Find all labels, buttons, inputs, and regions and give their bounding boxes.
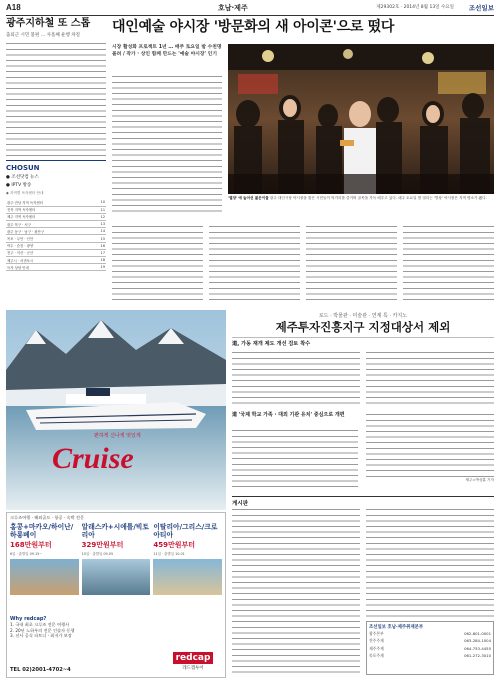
reader-center-number: 16 [94, 242, 106, 249]
section-title: 호남·제주 [218, 4, 248, 12]
bureau-phone[interactable]: 064-753-4455 [464, 645, 491, 651]
main-body-lower [112, 224, 494, 304]
left-story [6, 18, 106, 161]
bureau-contact-row [369, 653, 491, 659]
ad-package-meta: 6일 · 출발일 09.15~ [10, 552, 43, 556]
reader-center-number: 13 [94, 221, 106, 228]
left-subhead: 출퇴근 시민 불편 … 사흘째 운행 차질 [6, 33, 80, 38]
bureau-phone[interactable]: 063-284-1004 [464, 638, 491, 644]
photo-caption [228, 196, 494, 201]
info-line-news[interactable]: ● 조선닷컴 뉴스 [6, 175, 39, 180]
bureau-label: 광주본부 [369, 631, 384, 637]
cruise-ship-photo [6, 310, 226, 510]
ad-photo-strip [7, 556, 225, 598]
left-body-text [6, 41, 106, 161]
bureau-label: 목포주재 [369, 652, 384, 658]
reader-center-row [6, 228, 106, 235]
right-body-2 [232, 428, 358, 488]
main-body-col-3 [209, 224, 300, 304]
chosun-logo: CHOSUN [6, 164, 40, 172]
board-title: 게시판 [232, 501, 249, 507]
right-body-col [366, 412, 494, 478]
right-body-2b [366, 412, 494, 488]
reader-center-row [6, 264, 106, 271]
cruise-tagline: 편하게 신나게 멋있게 [94, 433, 141, 439]
reader-center-label: 광주·전남 지역 독자센터 [6, 199, 94, 206]
reader-center-number: 18 [94, 257, 106, 264]
reader-center-number: 17 [94, 249, 106, 256]
reader-center-row [6, 235, 106, 242]
reader-center-label: 광주 북구 · 서구 [6, 221, 94, 228]
reader-center-label: 제주 지역 독자센터 [6, 213, 94, 220]
ad-why-title: Why redcap? [10, 616, 47, 622]
reader-center-number: 14 [94, 228, 106, 235]
ad-package-dest: 알래스카+시애틀/빅토리아 [81, 523, 149, 539]
right-subhead-2: 道 '국제 학교 가족 · 대외 기관 유치' 중심으로 개편 [232, 412, 345, 418]
ad-package-price: 459만원부터 [153, 541, 196, 549]
ad-package-meta: 10일 · 출발일 09.05 [81, 552, 114, 556]
reader-center-number: 15 [94, 235, 106, 242]
reader-center-table [6, 199, 106, 271]
reader-center-row [6, 221, 106, 228]
bureau-contact-row [369, 646, 491, 652]
ad-package-price: 329만원부터 [81, 541, 124, 549]
reader-center-label: 여수 · 순천 · 광양 [6, 242, 94, 249]
ad-package-3[interactable] [153, 523, 222, 556]
bureau-contact-box [366, 621, 494, 675]
right-subhead-1: 道, 가동 재개 제도 개선 검토 착수 [232, 341, 311, 347]
main-body-col-5 [403, 224, 494, 304]
reader-center-row [6, 257, 106, 264]
left-headline: 광주지하철 또 스톱 [6, 18, 91, 29]
main-body-col-4 [306, 224, 397, 304]
info-list-title: ◆ 지역별 독자센터 안내 [6, 191, 44, 195]
ad-package-price: 168만원부터 [10, 541, 52, 549]
issue-info: 제29302호 · 2014년 8월 13일 수요일 [376, 5, 454, 10]
reader-info-box [6, 160, 106, 308]
caption-text: 광주 대인시장 야시장을 찾은 시민들이 먹거리를 즐기며 골목을 가득 메우고 있다. 매주 토요일 밤 열리는 '별장' 야시장은 지역 명소가 됐다. [269, 196, 487, 200]
divider [232, 337, 494, 338]
caption-title: '별장' 에 늘어선 젊은이들 [228, 196, 269, 200]
ad-header: 크루즈여행 · 해외골프 · 항공 · 숙박 전문 [10, 515, 84, 520]
right-kicker: 로드 · 박물관 · 미술관 · 연계 특 · 카지노 [318, 313, 408, 319]
reader-center-label: 제주시 · 서귀포시 [6, 257, 94, 264]
right-body-col [366, 350, 494, 404]
ad-package-1[interactable] [10, 523, 79, 556]
ad-package-dest: 이탈리아/그리스/크로아티아 [153, 523, 218, 539]
bureau-contact-row [369, 638, 491, 644]
bureau-label: 전주주재 [369, 638, 384, 644]
byline: 제주=박상훈 기자 [465, 478, 494, 482]
reader-center-row [6, 249, 106, 256]
main-subhead: 시장 활성화 프로젝트 1년 … 매주 토요일 밤 수천명 몰려 / 작가 · 상인 함께 만드는 '예술 야시장' 인기 [112, 45, 222, 57]
ad-photo [82, 559, 151, 595]
bureau-label: 제주주재 [369, 645, 384, 651]
ad-package-grid [7, 523, 225, 556]
right-body-col [232, 350, 360, 404]
main-headline: 대인예술 야시장 '방문화의 새 아이콘'으로 떴다 [112, 19, 395, 35]
main-body-col-1 [112, 74, 222, 216]
reader-center-label: 광주 동구 · 남구 · 광산구 [6, 228, 94, 235]
reader-center-row [6, 199, 106, 206]
info-line-iptv[interactable]: ● IPTV 방송 [6, 183, 32, 188]
ad-photo [153, 559, 222, 595]
masthead-logo: 조선일보 [468, 4, 494, 12]
bureau-contact-row [369, 631, 491, 637]
bureau-phone[interactable]: 061-272-3010 [464, 652, 491, 658]
ad-why-line: 3. 선사 공식 파트너 · 최저가 보장 [10, 633, 72, 639]
ad-phone-number[interactable]: TEL 02)2001-4702~4 [10, 667, 71, 673]
reader-center-label: 전주 · 익산 · 군산 [6, 249, 94, 256]
ad-why-section [10, 617, 160, 639]
main-body-col-2 [112, 224, 203, 304]
right-body-1 [232, 350, 494, 404]
reader-center-label: 전북 지역 독자센터 [6, 206, 94, 213]
bulletin-board [232, 496, 494, 678]
reader-center-number: 19 [94, 264, 106, 271]
reader-center-row [6, 242, 106, 249]
ad-package-meta: 11일 · 출발일 10.01 [153, 552, 185, 556]
board-body-col [232, 507, 360, 675]
redcap-logo[interactable] [164, 645, 222, 673]
ad-why-line: 1. 국내 최초 크루즈 전문 여행사 [10, 622, 70, 628]
travel-advertisement[interactable] [6, 512, 226, 678]
bureau-title: 조선일보 호남·제주취재본부 [369, 625, 424, 630]
reader-center-row [6, 206, 106, 213]
reader-center-label: 독자 상담 안내 [6, 264, 94, 271]
reader-center-label: 목포 · 무안 · 신안 [6, 235, 94, 242]
redcap-logo-text: redcap [173, 652, 214, 664]
night-market-photo [228, 44, 494, 194]
board-body-col [366, 507, 494, 617]
reader-center-number: 10 [94, 199, 106, 206]
redcap-logo-sub: 레드캡투어 [182, 666, 204, 671]
reader-center-number: 11 [94, 206, 106, 213]
bureau-phone[interactable]: 062-601-0001 [464, 631, 491, 637]
page-number: A18 [6, 3, 21, 12]
ad-why-line: 2. 20년 노하우의 전문 인솔자 동행 [10, 627, 75, 633]
reader-center-row [6, 213, 106, 220]
ad-photo [10, 559, 79, 595]
right-headline: 제주투자진흥지구 지정대상서 제외 [275, 320, 451, 334]
page-header [6, 3, 494, 16]
reader-center-number: 12 [94, 213, 106, 220]
ad-package-2[interactable] [82, 523, 151, 556]
cruise-brand-title: Cruise [52, 442, 134, 475]
ad-package-dest: 홍콩+마카오/하이난/하롱베이 [10, 523, 74, 539]
